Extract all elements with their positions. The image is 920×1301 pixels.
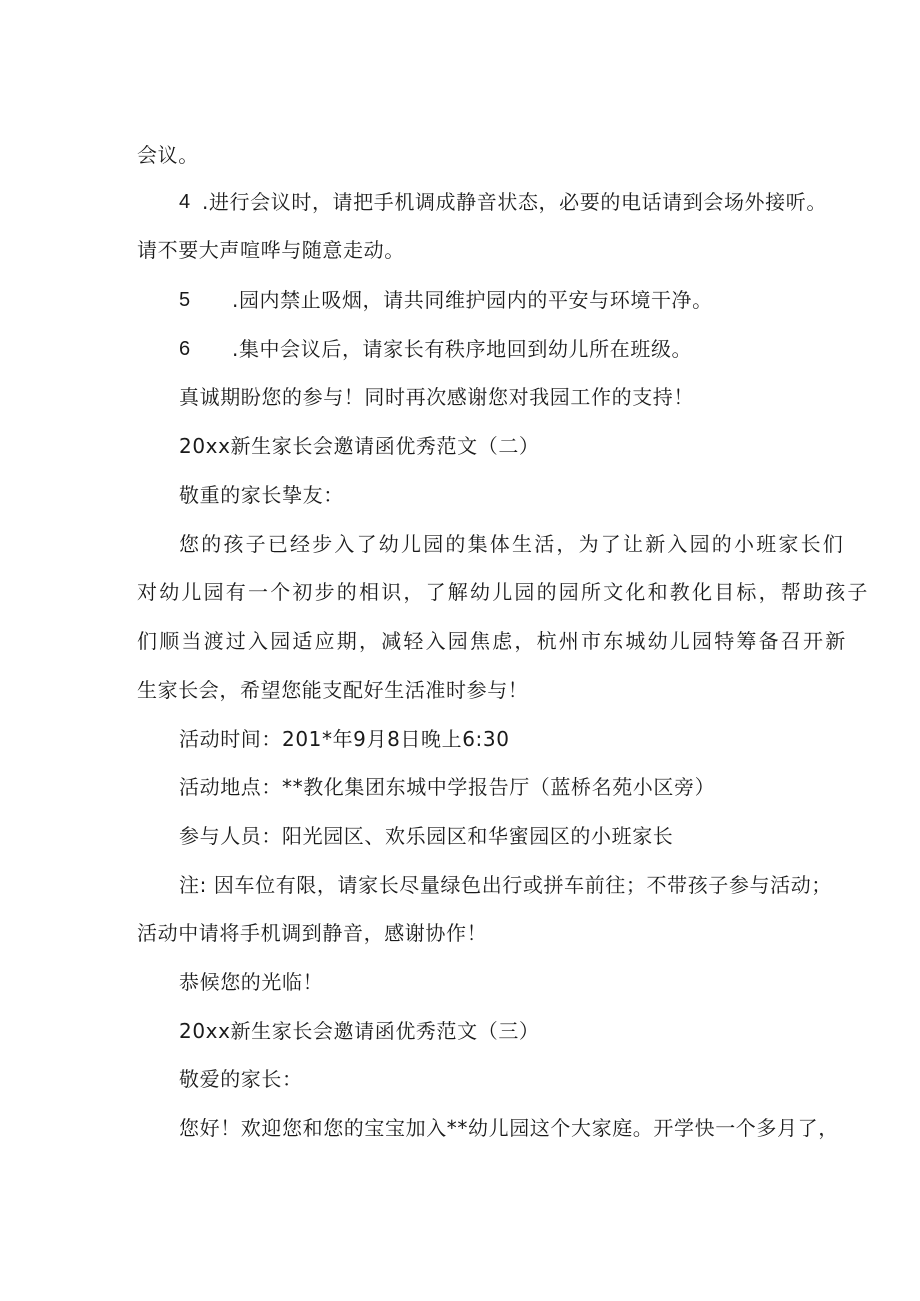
paragraph-continuation: 会议。 <box>137 143 199 167</box>
list-item-4-continuation: 请不要大声喧哗与随意走动。 <box>137 238 405 262</box>
activity-place: 活动地点：**教化集团东城中学报告厅（蓝桥名苑小区旁） <box>179 775 716 799</box>
body-line-1: 您的孩子已经步入了幼儿园的集体生活，为了让新入园的小班家长们 <box>179 532 845 556</box>
list-number-6: 6 <box>179 338 191 360</box>
list-item-4-text: .进行会议时，请把手机调成静音状态，必要的电话请到会场外接听。 <box>202 190 827 214</box>
activity-participants: 参与人员：阳光园区、欢乐园区和华蜜园区的小班家长 <box>179 824 674 848</box>
salutation-3: 敬爱的家长： <box>179 1067 303 1091</box>
closing-welcome: 恭候您的光临！ <box>179 970 324 994</box>
salutation-2: 敬重的家长挚友： <box>179 483 344 507</box>
list-number-4: 4 <box>179 191 191 213</box>
section-title-3: 20xx新生家长会邀请函优秀范文（三） <box>179 1019 540 1043</box>
closing-thanks: 真诚期盼您的参与！同时再次感谢您对我园工作的支持！ <box>179 385 694 409</box>
activity-time: 活动时间：201*年9月8日晚上6:30 <box>179 727 510 751</box>
body-line-4: 生家长会，希望您能支配好生活准时参与！ <box>137 678 529 702</box>
list-item-5-text: .园内禁止吸烟，请共同维护园内的平安与环境干净。 <box>232 288 713 312</box>
list-item-6-text: .集中会议后，请家长有秩序地回到幼儿所在班级。 <box>232 337 693 361</box>
body-line-3: 们顺当渡过入园适应期，减轻入园焦虑，杭州市东城幼儿园特筹备召开新 <box>137 629 848 653</box>
body-line-section-3: 您好！欢迎您和您的宝宝加入**幼儿园这个大家庭。开学快一个多月了， <box>179 1116 839 1140</box>
note-line: 注: 因车位有限，请家长尽量绿色出行或拼车前往；不带孩子参与活动； <box>179 873 832 897</box>
list-number-5: 5 <box>179 289 191 311</box>
body-line-2: 对幼儿园有一个初步的相识，了解幼儿园的园所文化和教化目标，帮助孩子 <box>137 580 870 604</box>
section-title-2: 20xx新生家长会邀请函优秀范文（二） <box>179 434 540 458</box>
note-continuation: 活动中请将手机调到静音，感谢协作！ <box>137 921 488 945</box>
